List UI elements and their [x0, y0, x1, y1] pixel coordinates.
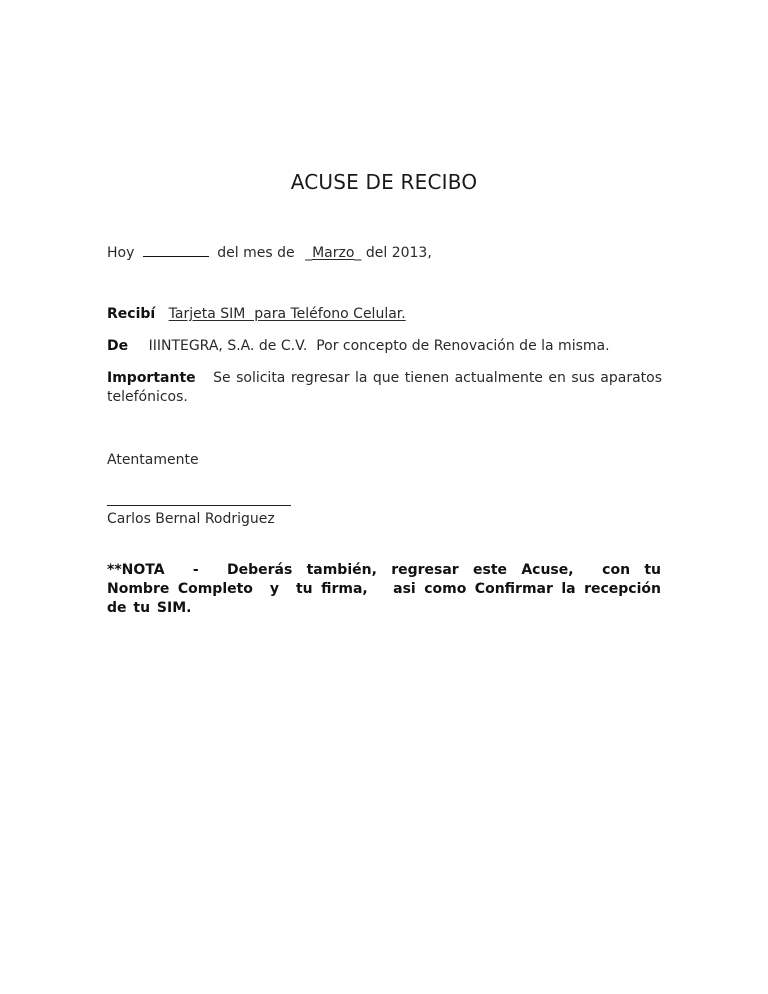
from-value: IIINTEGRA, S.A. de C.V. Por concepto de Renovación de la misma. [148, 338, 610, 354]
month-lead: _ [305, 245, 313, 261]
signer-name: Carlos Bernal Rodriguez [107, 511, 275, 527]
month-trail: _ [354, 245, 362, 261]
day-blank-field[interactable] [143, 242, 209, 257]
important-value: Se solicita regresar la que tienen actualmente en sus aparatos telefónicos. [107, 370, 663, 405]
note-dash: - [192, 562, 199, 578]
date-prefix: Hoy [107, 245, 135, 261]
note-prefix: **NOTA [107, 562, 165, 578]
received-value: Tarjeta SIM para Teléfono Celular. [168, 306, 406, 322]
month-value: Marzo [312, 245, 355, 261]
document-title: ACUSE DE RECIBO [290, 170, 478, 194]
date-line [107, 242, 432, 263]
received-label: Recibí [107, 306, 156, 322]
important-paragraph [107, 369, 662, 407]
note-paragraph [107, 561, 668, 618]
important-label: Importante [107, 370, 196, 386]
year-suffix: del 2013, [365, 245, 432, 261]
received-line [107, 305, 406, 324]
date-middle: del mes de [217, 245, 295, 261]
signature-line [107, 505, 291, 506]
closing-text: Atentamente [107, 452, 199, 468]
from-line [107, 337, 610, 356]
from-label: De [107, 338, 129, 354]
note-text: Deberás también, regresar este Acuse, con tu Nombre Completo y tu firma, asi como Confirmar la recepción de tu SIM. [107, 562, 668, 616]
